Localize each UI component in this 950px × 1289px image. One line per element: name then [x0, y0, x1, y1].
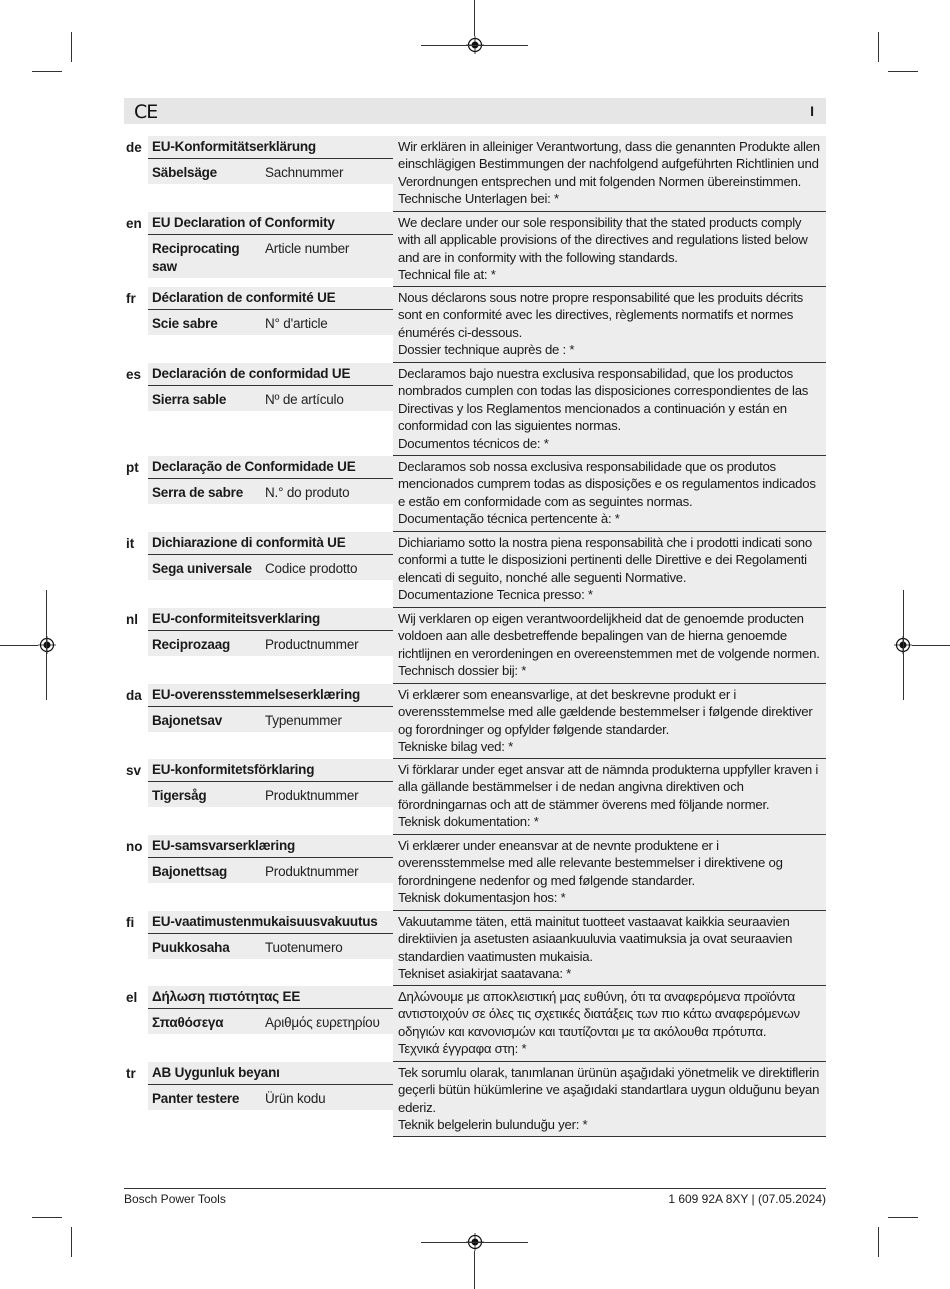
product-name: Scie sabre — [152, 316, 218, 331]
declaration-title: EU Declaration of Conformity — [148, 212, 394, 235]
declaration-entry-fr — [124, 287, 826, 363]
footer-doc-id: 1 609 92A 8XY | (07.05.2024) — [668, 1192, 826, 1206]
language-code: sv — [126, 763, 142, 778]
declaration-paragraph: Vi erklærer under eneansvar at de nevnte produktene er i overensstemmelse med alle relevante bestemmelser i direktivene og forordningene nedenfor og med følgende standarder. — [398, 838, 783, 888]
article-number-label: Αριθμός ευρετηρίου — [265, 1015, 380, 1030]
declaration-text — [393, 911, 826, 985]
declaration-title: AB Uygunluk beyanı — [148, 1062, 394, 1085]
product-name: Reciprocating saw — [152, 241, 240, 274]
language-code: fi — [126, 915, 135, 930]
registration-line-bottom-h — [421, 1242, 528, 1243]
registration-line-right-h — [912, 645, 950, 646]
article-number-label: Ürün kodu — [265, 1091, 326, 1106]
article-number-label: Article number — [265, 241, 350, 256]
technical-file-line: Teknisk dokumentasjon hos: * — [398, 890, 566, 906]
language-code: de — [126, 140, 142, 155]
product-name: Σπαθόσεγα — [152, 1015, 224, 1030]
product-row — [148, 858, 394, 881]
product-info — [148, 456, 394, 502]
language-code: it — [126, 536, 135, 551]
entry-divider — [393, 1136, 826, 1137]
declaration-title: EU-conformiteitsverklaring — [148, 608, 394, 631]
product-row — [148, 1009, 394, 1032]
declaration-title: Dichiarazione di conformità UE — [148, 532, 394, 555]
product-name: Tigersåg — [152, 788, 207, 803]
product-name: Serra de sabre — [152, 485, 244, 500]
product-info — [148, 532, 394, 578]
declaration-paragraph: Vi förklarar under eget ansvar att de nämnda produkterna uppfyller kraven i alla gällande bestämmelser i de nedan angivna direktiven och förordningarnas och att de stämmer överens med följande normer. — [398, 762, 819, 812]
article-number-label: N° d'article — [265, 316, 328, 331]
product-row — [148, 386, 394, 409]
technical-file-line: Τεχνικά έγγραφα στη: * — [398, 1041, 527, 1057]
product-info — [148, 759, 394, 805]
declaration-text — [393, 759, 826, 834]
declaration-title: Déclaration de conformité UE — [148, 287, 394, 310]
language-code: no — [126, 839, 143, 854]
product-row — [148, 235, 394, 276]
product-row — [148, 631, 394, 654]
crop-mark-top-right-v — [878, 32, 879, 62]
declaration-text — [393, 608, 826, 683]
product-info — [148, 911, 394, 957]
registration-line-left-v — [46, 590, 47, 700]
crop-mark-bottom-right-h — [888, 1217, 918, 1218]
registration-line-top-v — [474, 0, 475, 36]
language-code: fr — [126, 291, 136, 306]
product-row — [148, 707, 394, 730]
product-name: Reciprozaag — [152, 637, 231, 652]
language-code: pt — [126, 460, 139, 475]
page-header — [124, 98, 826, 124]
technical-file-line: Documentazione Tecnica presso: * — [398, 587, 593, 603]
page-number: I — [810, 103, 814, 119]
footer-brand: Bosch Power Tools — [124, 1192, 226, 1206]
crop-mark-bottom-left-v — [71, 1227, 72, 1257]
product-name: Sierra sable — [152, 392, 227, 407]
declaration-paragraph: Declaramos sob nossa exclusiva responsabilidade que os produtos mencionados cumprem todas as disposições e os regulamentos indicados e estão em conformidade com as seguintes normas. — [398, 459, 816, 509]
crop-mark-top-left-h — [32, 71, 62, 72]
declaration-entry-fi — [124, 911, 826, 986]
technical-file-line: Technisch dossier bij: * — [398, 663, 527, 679]
ce-mark-logo: CE — [134, 101, 158, 123]
article-number-label: Tuotenumero — [265, 940, 343, 955]
declaration-paragraph: Wij verklaren op eigen verantwoordelijkheid dat de genoemde producten voldoen aan alle desbetreffende bepalingen van de hierna genoemde richtlijnen en verordeningen en overeenstemmen met de volgende normen. — [398, 611, 820, 661]
crop-mark-top-left-v — [71, 32, 72, 62]
product-info — [148, 212, 394, 276]
crop-mark-bottom-right-v — [878, 1227, 879, 1257]
language-code: tr — [126, 1066, 136, 1081]
product-name: Bajonetsav — [152, 713, 223, 728]
article-number-label: Typenummer — [265, 713, 342, 728]
technical-file-line: Technical file at: * — [398, 267, 496, 283]
declaration-entry-tr — [124, 1062, 826, 1137]
product-row — [148, 479, 394, 502]
language-code: da — [126, 688, 142, 703]
product-info — [148, 363, 394, 409]
registration-line-bottom-v — [474, 1251, 475, 1289]
declaration-paragraph: Vakuutamme täten, että mainitut tuotteet vastaavat kaikkia seuraavien direktiivien ja asetusten asiaankuuluvia vaatimuksia ja ovat seuraavien standardien vaatimusten mukaisia. — [398, 914, 793, 964]
declaration-paragraph: Tek sorumlu olarak, tanımlanan ürünün aşağıdaki yönetmelik ve direktiflerin geçerli bütün hükümlerine ve aşağıdaki standartlara uygun olduğunu beyan ederiz. — [398, 1065, 820, 1115]
declaration-title: EU-Konformitätserklärung — [148, 136, 394, 159]
article-number-label: Produktnummer — [265, 788, 359, 803]
declaration-entry-no — [124, 835, 826, 911]
article-number-label: Sachnummer — [265, 165, 344, 180]
registration-line-right-v — [903, 590, 904, 700]
product-info — [148, 608, 394, 654]
technical-file-line: Teknisk dokumentation: * — [398, 814, 539, 830]
declaration-text — [393, 363, 826, 455]
technical-file-line: Documentos técnicos de: * — [398, 435, 549, 451]
product-name: Säbelsäge — [152, 165, 217, 180]
technical-file-line: Tekniske bilag ved: * — [398, 739, 513, 755]
product-info — [148, 684, 394, 730]
declaration-paragraph: We declare under our sole responsibility that the stated products comply with all applicable provisions of the directives and regulations listed below and are in conformity with the following standards. — [398, 215, 808, 265]
article-number-label: N.° do produto — [265, 485, 350, 500]
declaration-title: Declaração de Conformidade UE — [148, 456, 394, 479]
declaration-title: EU-vaatimustenmukaisuusvakuutus — [148, 911, 394, 934]
language-code: el — [126, 990, 138, 1005]
product-name: Sega universale — [152, 561, 252, 576]
declaration-entry-es — [124, 363, 826, 456]
declaration-title: Δήλωση πιστότητας ΕΕ — [148, 986, 394, 1009]
product-info — [148, 287, 394, 333]
product-row — [148, 934, 394, 957]
declaration-text — [393, 212, 826, 286]
product-info — [148, 986, 394, 1032]
language-code: en — [126, 216, 142, 231]
language-code: nl — [126, 612, 138, 627]
declaration-entry-da — [124, 684, 826, 759]
declaration-title: EU-overensstemmelseserklæring — [148, 684, 394, 707]
product-row — [148, 782, 394, 805]
declaration-entry-sv — [124, 759, 826, 835]
declaration-text — [393, 684, 826, 758]
declaration-title: EU-konformitetsförklaring — [148, 759, 394, 782]
declaration-paragraph: Declaramos bajo nuestra exclusiva responsabilidad, que los productos nombrados cumplen con todas las disposiciones correspondientes de las Directivas y los Reglamentos mencionados a continuación y están en conformidad con las siguientes normas. — [398, 366, 809, 434]
declaration-entry-nl — [124, 608, 826, 684]
declaration-entry-de — [124, 136, 826, 212]
product-info — [148, 136, 394, 182]
product-row — [148, 1085, 394, 1108]
declaration-paragraph: Dichiariamo sotto la nostra piena responsabilità che i prodotti indicati sono conformi a tutte le disposizioni pertinenti delle Direttive e dei Regolamenti elencati di seguito, nonché alle seguenti Normative. — [398, 535, 812, 585]
article-number-label: Produktnummer — [265, 864, 359, 879]
declaration-text — [393, 136, 826, 211]
product-row — [148, 555, 394, 578]
technical-file-line: Tekniset asiakirjat saatavana: * — [398, 966, 572, 982]
footer-divider — [124, 1188, 826, 1189]
declaration-entry-en — [124, 212, 826, 287]
declaration-entry-pt — [124, 456, 826, 532]
registration-line-left-h — [0, 645, 38, 646]
technical-file-line: Technische Unterlagen bei: * — [398, 191, 559, 207]
declaration-paragraph: Δηλώνουμε με αποκλειστική μας ευθύνη, ότι τα αναφερόμενα προϊόντα αντιστοιχούν σε όλες τις σχετικές διατάξεις των πιο κάτω αναφερόμενων οδηγιών και κανονισμών και ταυτίζονται με τα ακόλουθα πρότυπα. — [398, 989, 800, 1039]
product-row — [148, 159, 394, 182]
crop-mark-top-right-h — [888, 71, 918, 72]
declaration-paragraph: Vi erklærer som eneansvarlige, at det beskrevne produkt er i overensstemmelse med alle gældende bestemmelser i følgende direktiver og forordninger og opfylder følgende standarder. — [398, 687, 813, 737]
crop-mark-bottom-left-h — [32, 1217, 62, 1218]
declaration-text — [393, 456, 826, 531]
declaration-text — [393, 835, 826, 910]
technical-file-line: Teknik belgelerin bulunduğu yer: * — [398, 1117, 588, 1133]
declaration-text — [393, 1062, 826, 1136]
product-name: Panter testere — [152, 1091, 240, 1106]
declaration-text — [393, 287, 826, 362]
declaration-title: EU-samsvarserklæring — [148, 835, 394, 858]
article-number-label: Codice prodotto — [265, 561, 358, 576]
language-code: es — [126, 367, 142, 382]
registration-mark-left-icon — [38, 636, 56, 654]
declaration-paragraph: Wir erklären in alleiniger Verantwortung, dass die genannten Produkte allen einschlägigen Bestimmungen der nachfolgend aufgeführten Richtlinien und Verordnungen entsprechen und mit folgenden Normen übereinstimmen. — [398, 139, 820, 189]
technical-file-line: Documentação técnica pertencente à: * — [398, 511, 620, 527]
product-info — [148, 835, 394, 881]
declaration-text — [393, 532, 826, 607]
product-name: Bajonettsag — [152, 864, 228, 879]
declaration-entry-el — [124, 986, 826, 1062]
product-info — [148, 1062, 394, 1108]
declaration-paragraph: Nous déclarons sous notre propre responsabilité que les produits décrits sont en conformité avec les directives, règlements normatifs et normes énumérés ci-dessous. — [398, 290, 803, 340]
declaration-title: Declaración de conformidad UE — [148, 363, 394, 386]
product-name: Puukkosaha — [152, 940, 230, 955]
declaration-text — [393, 986, 826, 1061]
registration-line-top-h — [421, 45, 528, 46]
technical-file-line: Dossier technique auprès de : * — [398, 342, 575, 358]
declaration-entry-it — [124, 532, 826, 608]
product-row — [148, 310, 394, 333]
article-number-label: Productnummer — [265, 637, 359, 652]
article-number-label: Nº de artículo — [265, 392, 344, 407]
